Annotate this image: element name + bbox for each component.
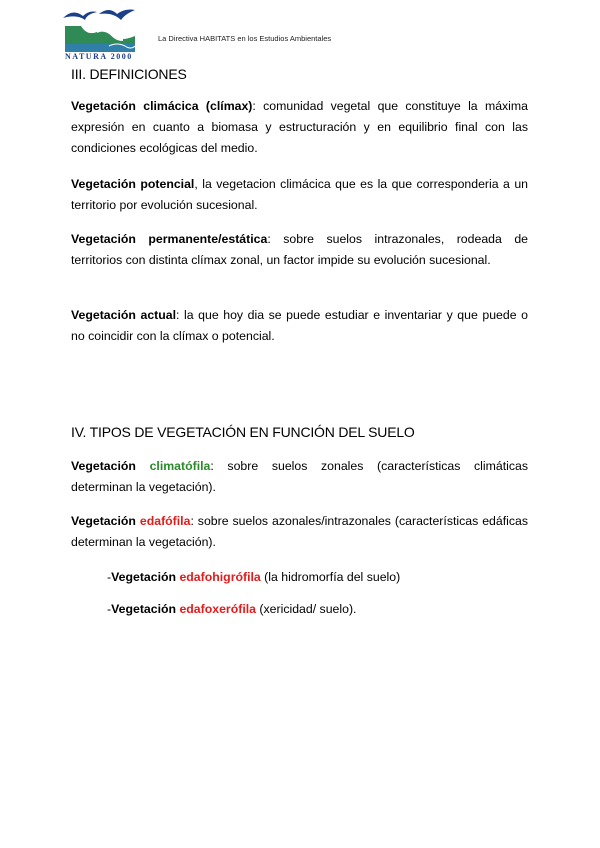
subtype-term: Vegetación (111, 570, 180, 584)
subtype-term: Vegetación (111, 602, 180, 616)
vegetation-type-term: Vegetación (71, 514, 140, 528)
subtype-text: (la hidromorfía del suelo) (260, 570, 401, 584)
header-text: La Directiva HABITATS en los Estudios Ambientales (158, 34, 332, 43)
definition-text: : la que hoy dia se puede estudiar e inventariar y que puede o no coincidir con la clímax o potencial. (71, 308, 528, 343)
definition-item (71, 96, 528, 159)
vegetation-type-term: Vegetación (71, 459, 150, 473)
vegetation-type-item (71, 456, 528, 498)
vegetation-type-highlight: edafófila (139, 514, 191, 528)
vegetation-subtype-item (107, 599, 356, 620)
subtype-text: (xericidad/ suelo). (256, 602, 357, 616)
vegetation-type-highlight: climatófila (149, 459, 211, 473)
vegetation-type-text: : sobre suelos azonales/intrazonales (características edáficas determinan la vegetación). (71, 514, 528, 549)
subtype-highlight: edafoxerófila (179, 602, 256, 616)
subtype-prefix: - (107, 602, 112, 616)
definition-item (71, 305, 528, 347)
definition-term: Vegetación permanente/estática (71, 232, 268, 246)
definition-text: : sobre suelos intrazonales, rodeada de territorios con distinta clímax zonal, un factor impide su evolución sucesional. (71, 232, 529, 267)
subtype-prefix: - (107, 570, 112, 584)
vegetation-subtype-item (107, 567, 400, 588)
definition-term: Vegetación actual (71, 308, 177, 322)
subtype-highlight: edafohigrófila (179, 570, 261, 584)
definition-text: : comunidad vegetal que constituye la máxima expresión en cuanto a biomasa y estructuración y en equilibrio final con las condiciones ecológicas del medio. (71, 99, 528, 155)
vegetation-type-item (71, 511, 528, 553)
definition-item (71, 229, 528, 271)
vegetation-type-text: : sobre suelos zonales (características climáticas determinan la vegetación). (71, 459, 528, 494)
definition-item (71, 174, 528, 216)
definition-term: Vegetación climácica (clímax) (71, 99, 253, 113)
definition-term: Vegetación potencial (71, 177, 195, 191)
definition-text: , la vegetacion climácica que es la que corresponderia a un territorio por evolución sucesional. (71, 177, 528, 212)
section-title-tipos-vegetacion: IV. TIPOS DE VEGETACIÓN EN FUNCIÓN DEL SUELO (71, 424, 415, 440)
logo-text: NATURA 2000 (65, 52, 133, 61)
section-title-definiciones: III. DEFINICIONES (71, 66, 187, 82)
natura-2000-logo (61, 6, 139, 62)
